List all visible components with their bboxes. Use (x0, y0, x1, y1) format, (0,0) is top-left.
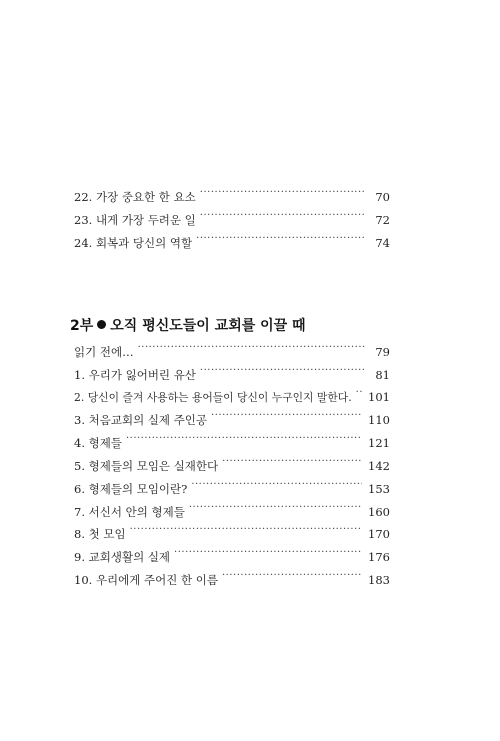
toc-entry (74, 363, 390, 382)
toc-entry-page: 142 (368, 459, 390, 473)
toc-entry (74, 568, 390, 587)
toc-entry (74, 522, 390, 541)
toc-dot-leader (200, 185, 366, 201)
toc-entry-page: 70 (375, 190, 390, 204)
toc-entry (74, 231, 390, 250)
toc-dot-leader (138, 340, 366, 356)
toc-dot-leader (200, 363, 366, 379)
toc-entry (74, 477, 390, 496)
toc-entry-page: 170 (368, 527, 390, 541)
toc-entry-title: 23. 내게 가장 두려운 일 (74, 213, 196, 227)
toc-entry-page: 79 (375, 345, 390, 359)
toc-entry-title: 1. 우리가 잃어버린 유산 (74, 368, 196, 382)
toc-entry-page: 110 (368, 413, 390, 427)
toc-entry (74, 185, 390, 204)
toc-entry (74, 500, 390, 519)
toc-entry-title: 읽기 전에… (74, 345, 134, 359)
toc-entry (74, 431, 390, 450)
toc-entry-title: 10. 우리에게 주어진 한 이름 (74, 573, 218, 587)
toc-entry-page: 101 (368, 390, 390, 404)
toc-entry (74, 545, 390, 564)
toc-dot-leader (196, 231, 366, 247)
toc-dot-leader (126, 431, 362, 447)
toc-entry-title: 24. 회복과 당신의 역할 (74, 236, 193, 250)
toc-entry-title: 5. 형제들의 모임은 실재한다 (74, 459, 219, 473)
toc-entry (74, 408, 390, 427)
toc-entry-page: 183 (368, 573, 390, 587)
toc-entry (74, 454, 390, 473)
toc-dot-leader (222, 568, 362, 584)
toc-dot-leader (356, 385, 362, 401)
toc-entry-page: 153 (368, 482, 390, 496)
toc-entry (74, 340, 390, 359)
toc-entry-title: 9. 교회생활의 실제 (74, 550, 171, 564)
toc-entry (74, 208, 390, 227)
toc-dot-leader (191, 477, 362, 493)
toc-dot-leader (222, 454, 362, 470)
toc-dot-leader (189, 500, 362, 516)
toc-dot-leader (130, 522, 362, 538)
bullet-icon (97, 320, 106, 329)
toc-dot-leader (200, 208, 366, 224)
toc-entry-title: 2. 당신이 즐겨 사용하는 용어들이 당신이 누구인지 말한다. (74, 391, 352, 404)
toc-dot-leader (174, 545, 362, 561)
toc-entry-title: 8. 첫 모임 (74, 527, 126, 541)
toc-entry-page: 121 (368, 436, 390, 450)
section-title: 오직 평신도들이 교회를 이끌 때 (110, 318, 306, 334)
toc-entry-title: 3. 처음교회의 실제 주인공 (74, 413, 208, 427)
toc-entry-page: 160 (368, 505, 390, 519)
section-heading (70, 317, 306, 335)
toc-entry-page: 72 (375, 213, 390, 227)
toc-entry (74, 385, 390, 404)
toc-entry-page: 176 (368, 550, 390, 564)
toc-entry-title: 22. 가장 중요한 한 요소 (74, 190, 196, 204)
section-part-label: 2부 (70, 318, 94, 334)
toc-dot-leader (211, 408, 362, 424)
toc-entry-title: 7. 서신서 안의 형제들 (74, 505, 185, 519)
toc-entry-page: 74 (375, 236, 390, 250)
toc-entry-title: 6. 형제들의 모임이란? (74, 482, 188, 496)
toc-entry-page: 81 (375, 368, 390, 382)
toc-entry-title: 4. 형제들 (74, 436, 122, 450)
